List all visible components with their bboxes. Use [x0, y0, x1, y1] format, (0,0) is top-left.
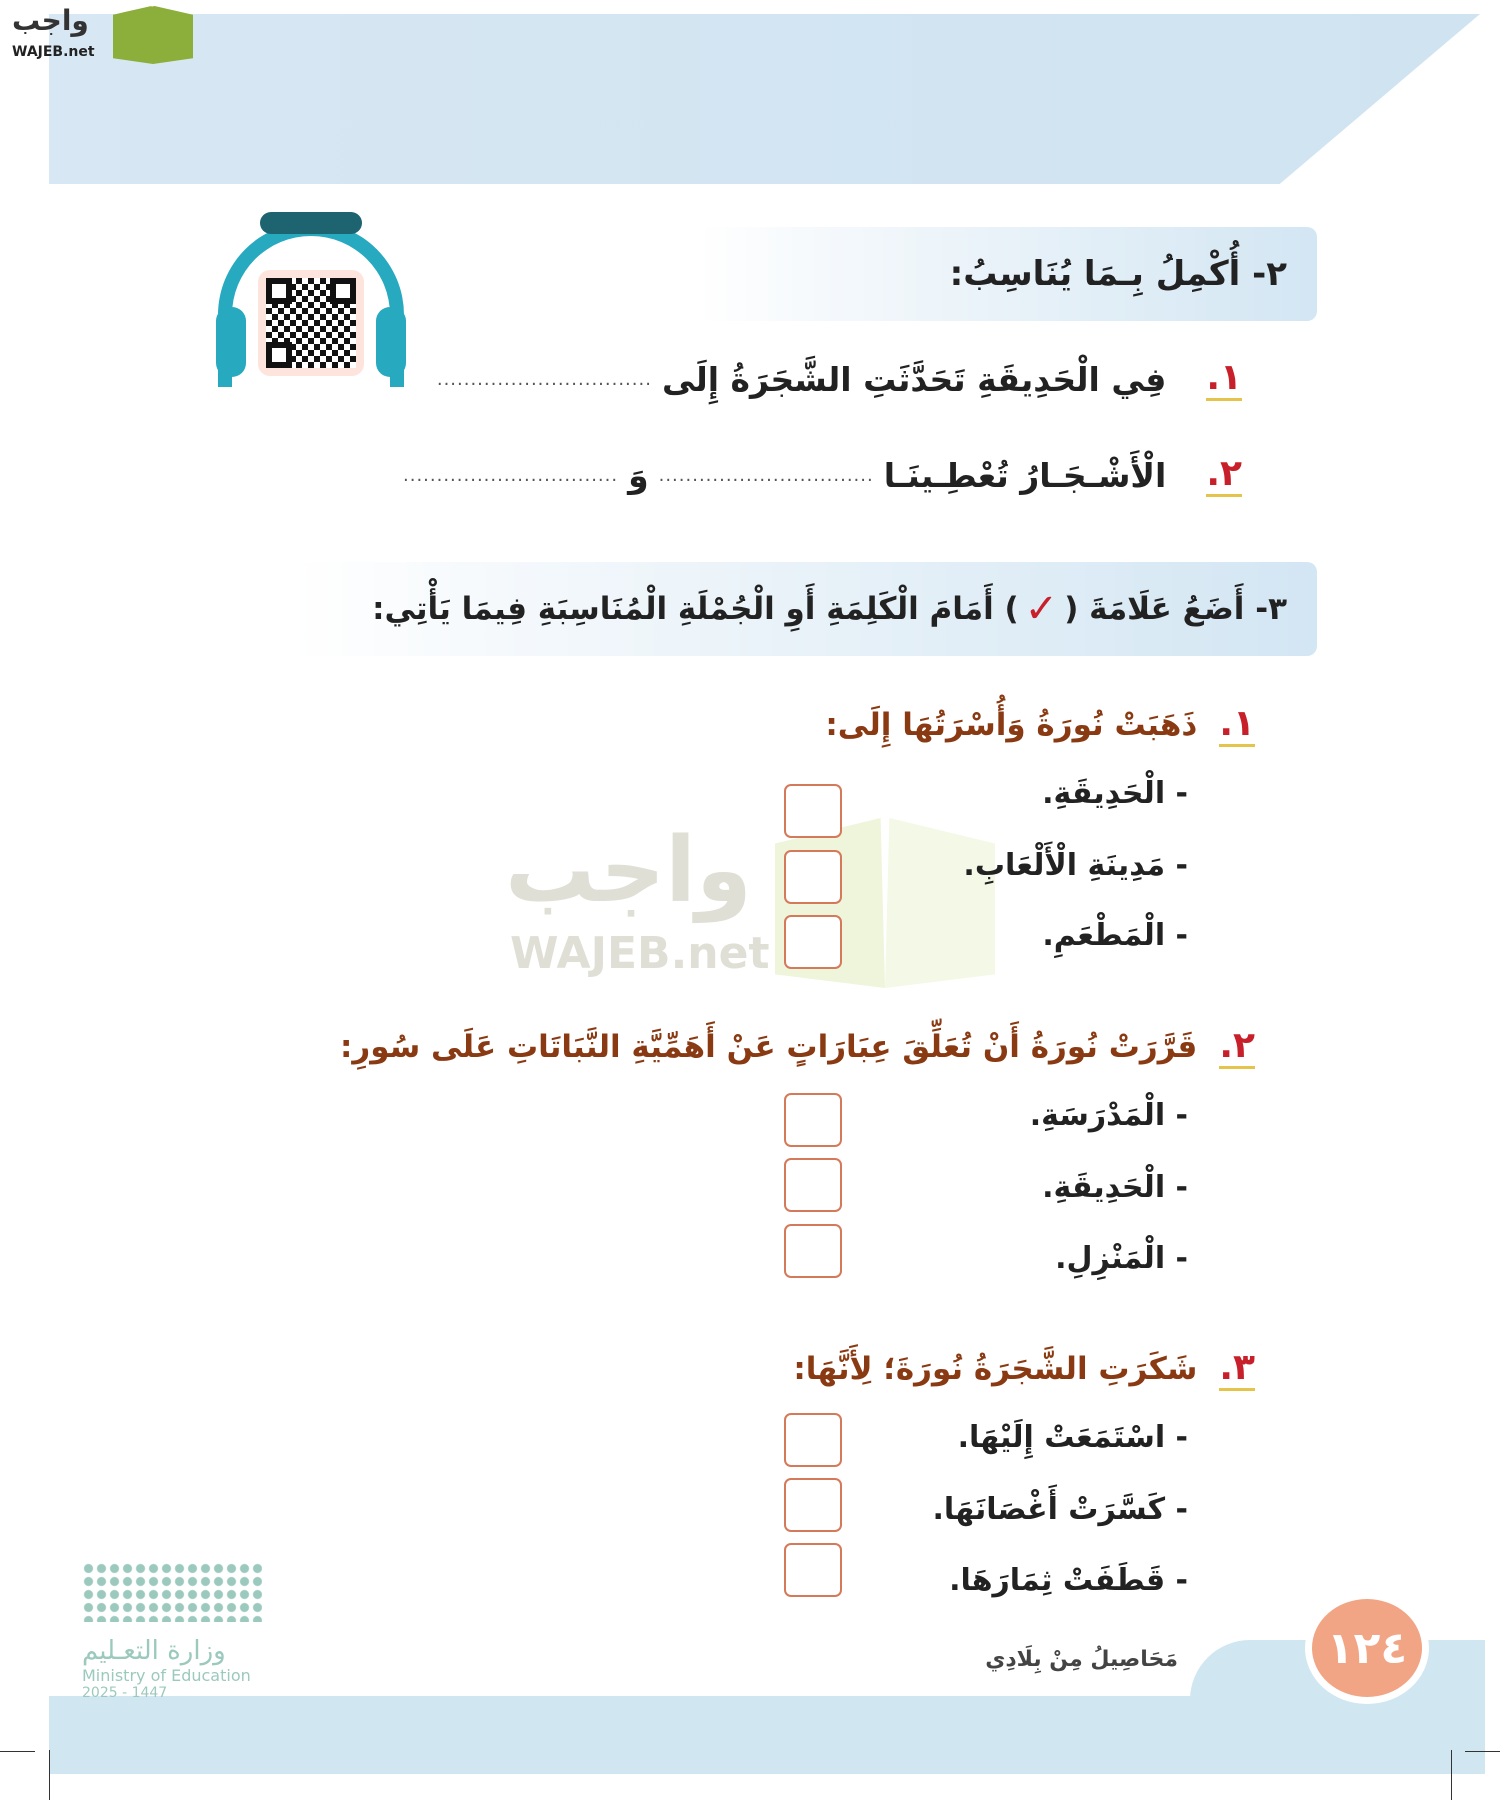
checkbox[interactable]	[784, 1478, 842, 1532]
question-3	[793, 1348, 1255, 1391]
checkbox[interactable]	[784, 1224, 842, 1278]
option: - قَطَفَتْ ثِمَارَهَا.	[949, 1563, 1188, 1598]
answer-blank-2[interactable]: ................................	[403, 464, 619, 486]
crop-mark	[1451, 1750, 1452, 1800]
watermark-latin: WAJEB.net	[510, 928, 770, 979]
question-number: ١.	[1219, 704, 1255, 747]
wajeb-logo-arabic: واجب	[12, 4, 89, 37]
checkbox[interactable]	[784, 1158, 842, 1212]
section3-title-end: ) أَمَامَ الْكَلِمَةِ أَوِ الْجُمْلَةِ الْمُنَاسِبَةِ فِيمَا يَأْتِي:	[372, 591, 1019, 627]
ministry-arabic: وزارة التعـليم	[82, 1636, 226, 1666]
crop-mark	[0, 1751, 35, 1752]
wajeb-logo-latin: WAJEB.net	[12, 44, 95, 60]
section2-header	[697, 227, 1317, 321]
question-text: قَرَّرَتْ نُورَةُ أَنْ تُعَلِّقَ عِبَارَاتٍ عَنْ أَهَمِّيَّةِ النَّبَاتَاتِ عَلَى سُورِ:	[340, 1029, 1198, 1066]
check-mark-icon: ✓	[1024, 586, 1059, 632]
question-2	[340, 1026, 1255, 1069]
chapter-title: مَحَاصِيلُ مِنْ بِلَادِي	[985, 1647, 1178, 1672]
option: - الْمَنْزِلِ.	[1055, 1241, 1188, 1276]
qr-code-icon	[258, 270, 364, 376]
checkbox[interactable]	[784, 1413, 842, 1467]
page-number: ١٢٤	[1326, 1622, 1408, 1674]
crop-mark	[1465, 1751, 1500, 1752]
section2-item-2	[403, 454, 1242, 497]
book-icon	[113, 6, 193, 64]
option: - الْمَطْعَمِ.	[1042, 918, 1188, 953]
question-number: ٣.	[1219, 1348, 1255, 1391]
option: - اسْتَمَعَتْ إِلَيْهَا.	[957, 1420, 1188, 1455]
ministry-logo	[82, 1562, 272, 1722]
question-number: ٢.	[1219, 1026, 1255, 1069]
ministry-dots-icon	[82, 1562, 262, 1622]
section3-title-start: ٣- أَضَعُ عَلَامَةَ (	[1064, 591, 1287, 627]
checkbox[interactable]	[784, 1093, 842, 1147]
question-1	[825, 704, 1255, 747]
conjunction: وَ	[628, 455, 649, 495]
ministry-english: Ministry of Education	[82, 1666, 251, 1685]
option: - الْمَدْرَسَةِ.	[1029, 1098, 1188, 1133]
section2-title: ٢- أُكْمِلُ بِـمَا يُنَاسِبُ:	[949, 254, 1287, 294]
wajeb-watermark	[505, 818, 995, 988]
top-banner	[49, 14, 1480, 184]
audio-qr-headphones[interactable]	[218, 212, 404, 387]
checkbox[interactable]	[784, 1543, 842, 1597]
item-text: الْأَشْـجَـارُ تُعْطِـينَـا	[883, 455, 1167, 495]
question-text: ذَهَبَتْ نُورَةُ وَأُسْرَتُهَا إِلَى:	[825, 707, 1198, 744]
section2-item-1	[437, 358, 1242, 401]
ministry-year: 2025 - 1447	[82, 1685, 168, 1701]
answer-blank[interactable]: ................................	[436, 368, 652, 390]
crop-mark	[49, 1750, 50, 1800]
watermark-arabic: واجب	[505, 818, 752, 923]
page-number-badge	[1305, 1592, 1429, 1704]
option: - الْحَدِيقَةِ.	[1042, 776, 1188, 811]
question-text: شَكَرَتِ الشَّجَرَةُ نُورَةَ؛ لِأَنَّهَا:	[793, 1351, 1198, 1388]
option: - كَسَّرَتْ أَغْصَانَهَا.	[932, 1492, 1188, 1527]
checkbox[interactable]	[784, 915, 842, 969]
answer-blank[interactable]: ................................	[658, 464, 874, 486]
option: - مَدِينَةِ الْأَلْعَابِ.	[963, 848, 1188, 883]
item-number: ٢.	[1206, 454, 1242, 497]
item-number: ١.	[1206, 358, 1242, 401]
checkbox[interactable]	[784, 784, 842, 838]
section3-header	[293, 562, 1317, 656]
checkbox[interactable]	[784, 850, 842, 904]
item-text: فِي الْحَدِيقَةِ تَحَدَّثَتِ الشَّجَرَةُ إِلَى	[661, 359, 1167, 399]
wajeb-logo[interactable]	[8, 4, 193, 64]
option: - الْحَدِيقَةِ.	[1042, 1170, 1188, 1205]
